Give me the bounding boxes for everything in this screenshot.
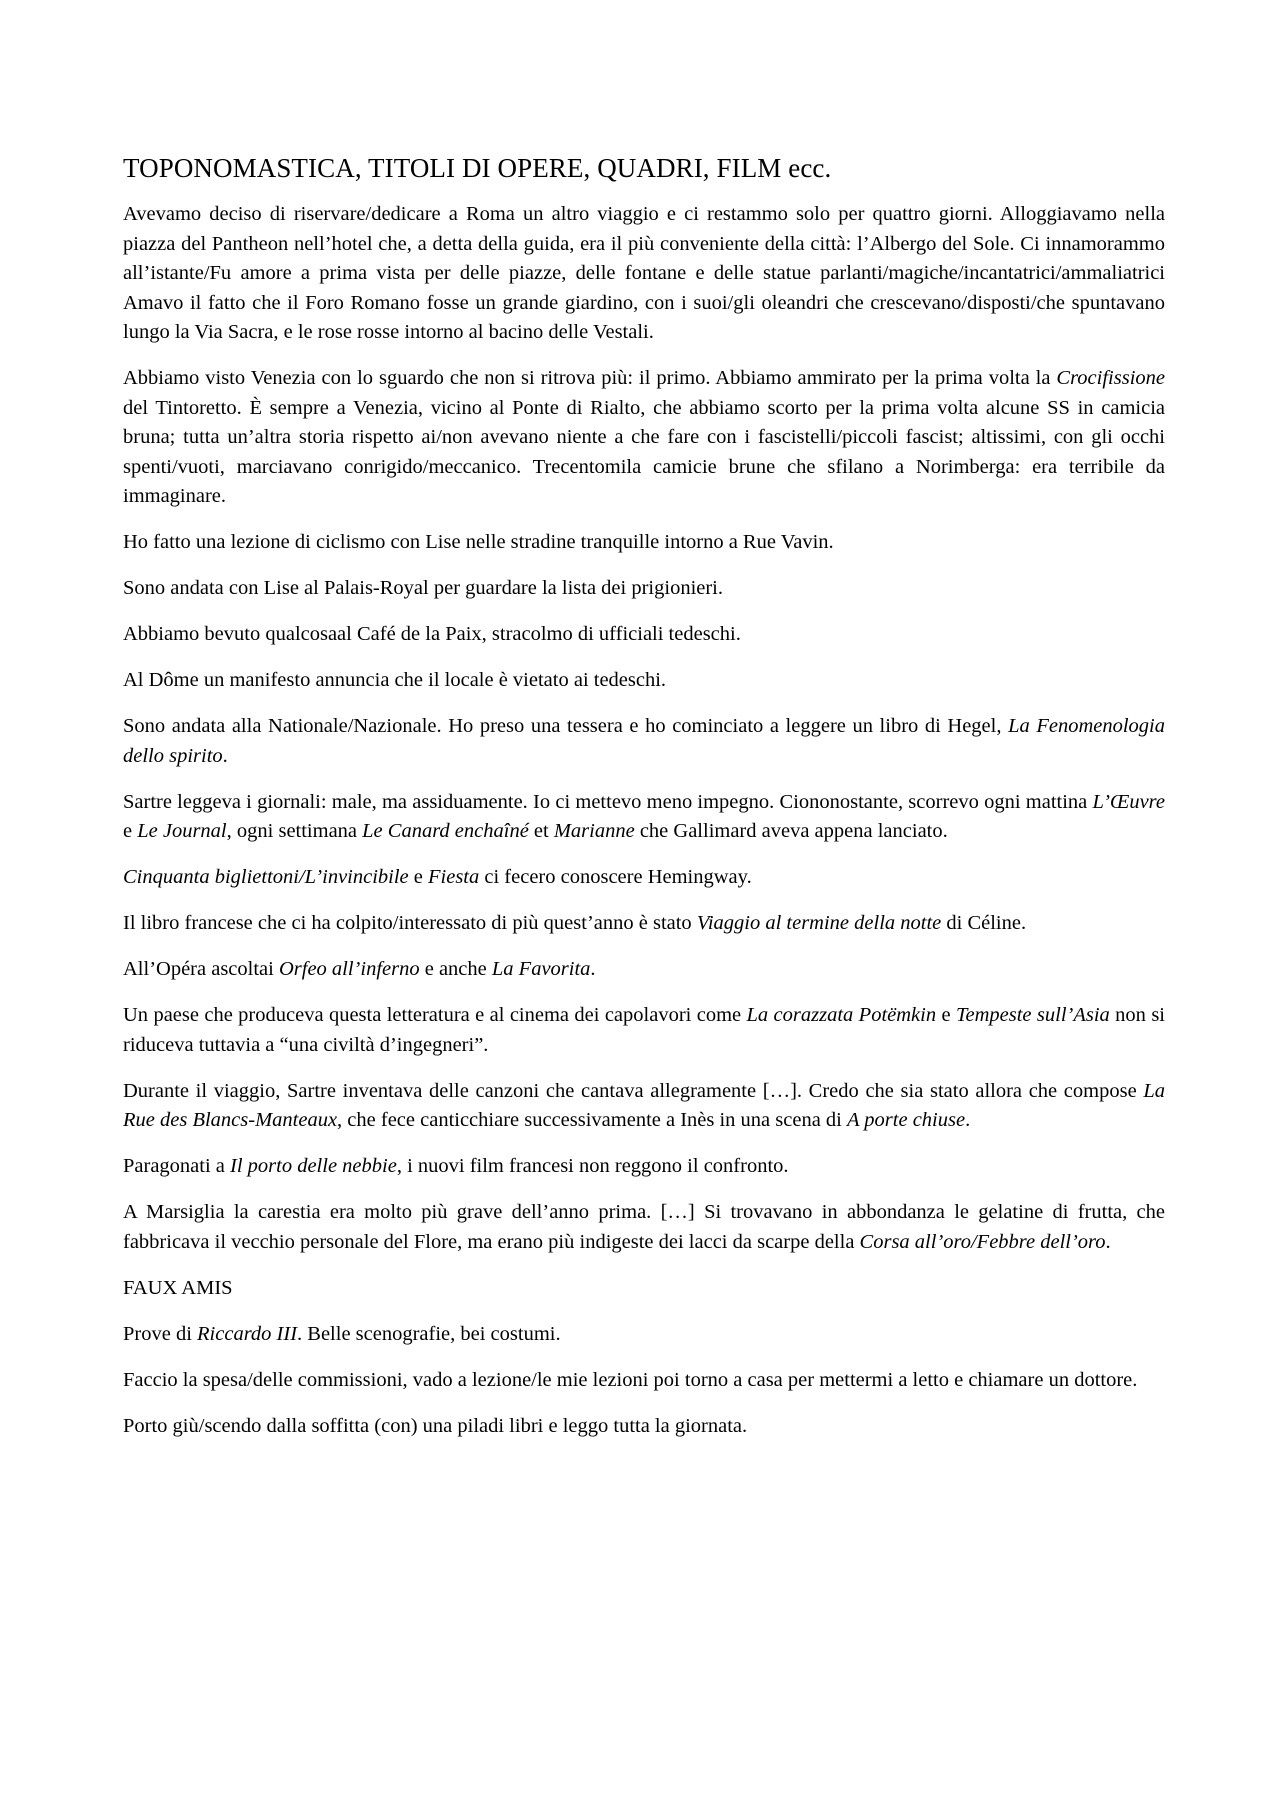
paragraph-text: . Belle scenografie, bei costumi. (297, 1322, 561, 1345)
paragraph (123, 574, 1165, 604)
italic-title-text: Le Canard enchaîné (362, 820, 529, 842)
paragraph (123, 1198, 1165, 1257)
paragraph-text: Abbiamo bevuto qualcosaal Café de la Paix, stracolmo di ufficiali tedeschi. (123, 623, 741, 645)
paragraph (123, 1077, 1165, 1136)
italic-title-text: Marianne (553, 820, 635, 842)
paragraph (123, 955, 1165, 985)
paragraph-text: . (965, 1109, 971, 1131)
italic-title-text: A porte chiuse (847, 1109, 966, 1131)
paragraph (123, 1366, 1165, 1396)
paragraph-text: Porto giù/scendo dalla soffitta (con) una piladi libri e leggo tutta la giornata. (123, 1414, 748, 1437)
italic-title-text: Cinquanta bigliettoni/L’invincibile (123, 866, 409, 888)
paragraph (123, 909, 1165, 939)
paragraph-text: Il libro francese che ci ha colpito/interessato di più quest’anno è stato (123, 912, 697, 934)
paragraph-text: . (590, 958, 596, 980)
paragraph-text: Prove di (123, 1322, 198, 1345)
section-toponomastica (123, 200, 1165, 1257)
paragraph-text: e (123, 820, 138, 842)
paragraph (123, 528, 1165, 558)
italic-title-text: Corsa all’oro/Febbre dell’oro (859, 1230, 1106, 1253)
italic-title-text: Il porto delle nebbie (230, 1155, 397, 1177)
document-page (123, 150, 1165, 1441)
paragraph (123, 364, 1165, 512)
paragraph (123, 666, 1165, 696)
section-heading-faux-amis: FAUX AMIS (123, 1276, 233, 1299)
paragraph-text: Abbiamo visto Venezia con lo sguardo che non si ritrova più: il primo. Abbiamo ammirato per la prima volta la (123, 367, 1057, 389)
italic-title-text: Riccardo III (197, 1322, 298, 1345)
paragraph-text: Sono andata alla Nationale/Nazionale. Ho preso una tessera e ho cominciato a leggere un libro di Hegel, (123, 715, 1009, 737)
italic-title-text: La Fenomenologia dello spirito (123, 715, 1165, 767)
paragraph-text: Un paese che produceva questa letteratura e al cinema dei capolavori come (123, 1004, 747, 1026)
italic-title-text: La Favorita (491, 958, 591, 980)
section-faux-amis (123, 1320, 1165, 1442)
paragraph (123, 1001, 1165, 1060)
paragraph-text: Sartre leggeva i giornali: male, ma assiduamente. Io ci mettevo meno impegno. Ciononostante, scorrevo ogni mattina (123, 790, 1093, 813)
paragraph-text: et (528, 820, 554, 842)
paragraph-text: Paragonati a (123, 1155, 231, 1177)
paragraph-text: ci fecero conoscere Hemingway. (479, 866, 752, 888)
paragraph-text: Ho fatto una lezione di ciclismo con Lise nelle stradine tranquille intorno a Rue Vavin. (123, 531, 834, 553)
paragraph (123, 1152, 1165, 1182)
italic-title-text: La Rue des Blancs-Manteaux (123, 1079, 1165, 1131)
paragraph-text: che Gallimard aveva appena lanciato. (634, 820, 948, 842)
paragraph-text: , che fece canticchiare successivamente a Inès in una scena di (337, 1109, 848, 1131)
italic-title-text: L’Œuvre (1092, 790, 1165, 813)
paragraph-text: . (222, 744, 228, 767)
paragraph (123, 863, 1165, 893)
paragraph (123, 200, 1165, 348)
paragraph-text: non si riduceva tuttavia a “una civiltà d’ingegneri”. (123, 1004, 1165, 1056)
italic-title-text: Tempeste sull’Asia (955, 1004, 1110, 1026)
paragraph (123, 712, 1165, 771)
italic-title-text: Orfeo all’inferno (278, 958, 420, 980)
paragraph-text: Sono andata con Lise al Palais-Royal per guardare la lista dei prigionieri. (123, 577, 724, 599)
paragraph-text: Al Dôme un manifesto annuncia che il locale è vietato ai tedeschi. (123, 669, 667, 691)
italic-title-text: Crocifissione (1056, 367, 1165, 389)
paragraph-text: , ogni settimana (226, 820, 363, 842)
document-title: TOPONOMASTICA, TITOLI DI OPERE, QUADRI, FILM ecc. (123, 153, 832, 183)
paragraph (123, 1320, 1165, 1350)
paragraph (123, 620, 1165, 650)
paragraph-text: Avevamo deciso di riservare/dedicare a Roma un altro viaggio e ci restammo solo per quattro giorni. Alloggiavamo nella piazza del Pantheon nell’hotel che, a detta della guida, era il più conveniente della città: l’Albergo del Sole. Ci innamorammo all’istante/Fu amore a prima vista per delle piazze, delle fontane e delle statue parlanti/magiche/incantatrici/ammaliatrici Amavo il fatto che il Foro Romano fosse un grande giardino, con i suoi/gli oleandri che crescevano/disposti/che spuntavano lungo la Via Sacra, e le rose rosse intorno al bacino delle Vestali. (123, 203, 1165, 343)
paragraph-text: All’Opéra ascoltai (123, 958, 279, 980)
paragraph-text: A Marsiglia la carestia era molto più grave dell’anno prima. […] Si trovavano in abbondanza le gelatine di frutta, che fabbricava il vecchio personale del Flore, ma erano più indigeste dei lacci da scarpe della (123, 1201, 1165, 1253)
paragraph-text: Durante il viaggio, Sartre inventava delle canzoni che cantava allegramente […]. Credo che sia stato allora che compose (123, 1079, 1144, 1102)
paragraph-text: e anche (419, 958, 492, 980)
paragraph-text: Faccio la spesa/delle commissioni, vado a lezione/le mie lezioni poi torno a casa per mettermi a letto e chiamare un dottore. (123, 1368, 1138, 1391)
italic-title-text: Fiesta (428, 866, 480, 888)
paragraph-text: di Céline. (941, 912, 1027, 934)
paragraph (123, 1412, 1165, 1442)
paragraph-text: e (408, 866, 429, 888)
italic-title-text: La corazzata Potëmkin (746, 1004, 937, 1026)
italic-title-text: Viaggio al termine della notte (696, 912, 942, 934)
paragraph-text: e (936, 1004, 956, 1026)
paragraph-text: del Tintoretto. È sempre a Venezia, vicino al Ponte di Rialto, che abbiamo scorto per la prima volta alcune SS in camicia bruna; tutta un’altra storia rispetto ai/non avevano niente a che fare con i fascistelli/piccoli fascist; altissimi, con gli occhi spenti/vuoti, marciavano conrigido/meccanico. Trecentomila camicie brune che sfilano a Norimberga: era terribile da immaginare. (123, 396, 1165, 507)
paragraph-text: . (1105, 1230, 1111, 1253)
paragraph (123, 788, 1165, 847)
paragraph-text: , i nuovi film francesi non reggono il confronto. (396, 1155, 789, 1177)
italic-title-text: Le Journal (137, 820, 227, 842)
